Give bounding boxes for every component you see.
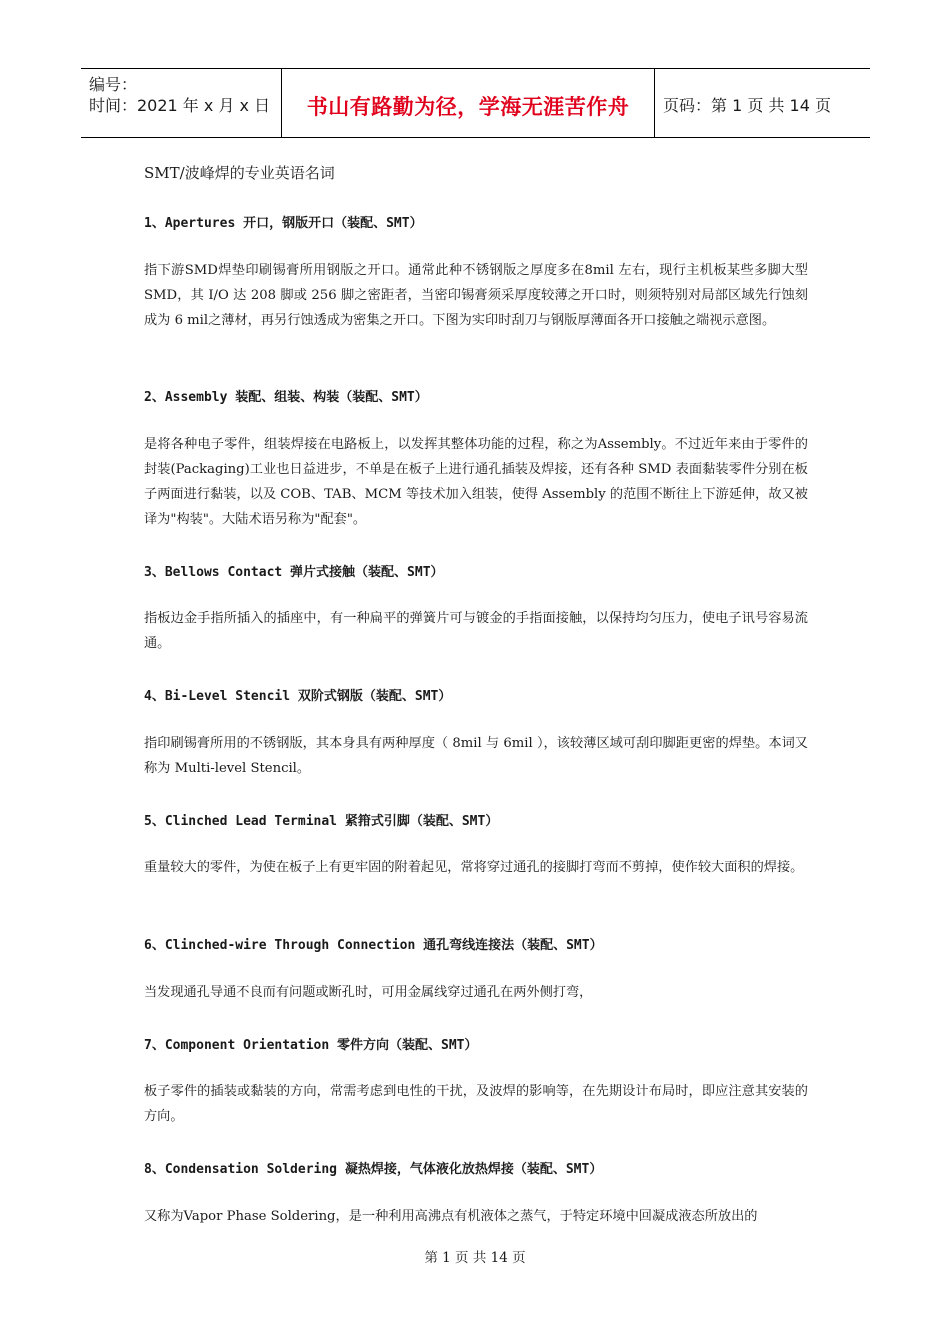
time-label: 时间：2021 年 x 月 x 日: [89, 96, 271, 115]
term-heading: 3、Bellows Contact 弹片式接触（装配、SMT）: [144, 565, 444, 580]
term-description: 重量较大的零件，为使在板子上有更牢固的附着起见，常将穿过通孔的接脚打弯而不剪掉，使作较大面积的焊接。: [144, 860, 804, 875]
term-heading: 1、Apertures 开口，钢版开口（装配、SMT）: [144, 216, 423, 231]
term-description: 是将各种电子零件，组装焊接在电路板上，以发挥其整体功能的过程，称之为Assembly。不过近年来由于零件的封装(Packaging)工业也日益进步，不单是在板子上进行通孔插装及焊接，还有各种 SMD 表面黏装零件分别在板子两面进行黏装，以及 COB、TAB、MCM 等技术加入组装，使得 Assembly 的范围不断往上下游延伸，故又被译为"构装"。大陆术语另称为"配套"。: [144, 437, 808, 527]
term-heading: 6、Clinched-wire Through Connection 通孔弯线连接法（装配、SMT）: [144, 938, 603, 953]
header-right-cell: [655, 69, 870, 137]
page-footer: 第 1 页 共 14 页: [424, 1250, 526, 1266]
term-heading: 2、Assembly 装配、组装、构装（装配、SMT）: [144, 390, 428, 405]
term-description: 指板边金手指所插入的插座中，有一种扁平的弹簧片可与镀金的手指面接触，以保持均匀压力，使电子讯号容易流通。: [144, 611, 808, 651]
term-heading: 5、Clinched Lead Terminal 紧箝式引脚（装配、SMT）: [144, 814, 499, 829]
term-description: 指下游SMD焊垫印刷锡膏所用钢版之开口。通常此种不锈钢版之厚度多在8mil 左右，现行主机板某些多脚大型SMD，其 I/O 达 208 脚或 256 脚之密距者，当密印锡膏须采厚度较薄之开口时，则须特别对局部区域先行蚀刻成为 6 mil之薄材，再另行蚀透成为密集之开口。下图为实印时刮刀与钢版厚薄面各开口接触之端视示意图。: [144, 263, 808, 328]
term-description: 当发现通孔导通不良而有问题或断孔时，可用金属线穿过通孔在两外侧打弯，: [144, 985, 593, 1000]
number-label: 编号：: [89, 75, 138, 94]
term-description: 板子零件的插装或黏装的方向，常需考虑到电性的干扰，及波焊的影响等，在先期设计布局时，即应注意其安装的方向。: [144, 1084, 808, 1124]
motto: 书山有路勤为径，学海无涯苦作舟: [306, 95, 630, 119]
document-title: SMT/波峰焊的专业英语名词: [144, 164, 335, 182]
term-heading: 7、Component Orientation 零件方向（装配、SMT）: [144, 1038, 478, 1053]
page-info: 页码：第 1 页 共 14 页: [663, 96, 831, 115]
term-heading: 4、Bi-Level Stencil 双阶式钢版（装配、SMT）: [144, 689, 452, 704]
page-header: [81, 68, 870, 138]
term-heading: 8、Condensation Soldering 凝热焊接，气体液化放热焊接（装配、SMT）: [144, 1162, 603, 1177]
term-description: 指印刷锡膏所用的不锈钢版，其本身具有两种厚度（ 8mil 与 6mil ），该较薄区域可刮印脚距更密的焊垫。本词又称为 Multi-level Stencil。: [144, 736, 808, 776]
header-left-cell: [81, 69, 282, 137]
header-motto-cell: [282, 69, 655, 137]
term-description: 又称为Vapor Phase Soldering，是一种利用高沸点有机液体之蒸气，于特定环境中回凝成液态所放出的: [144, 1209, 758, 1224]
